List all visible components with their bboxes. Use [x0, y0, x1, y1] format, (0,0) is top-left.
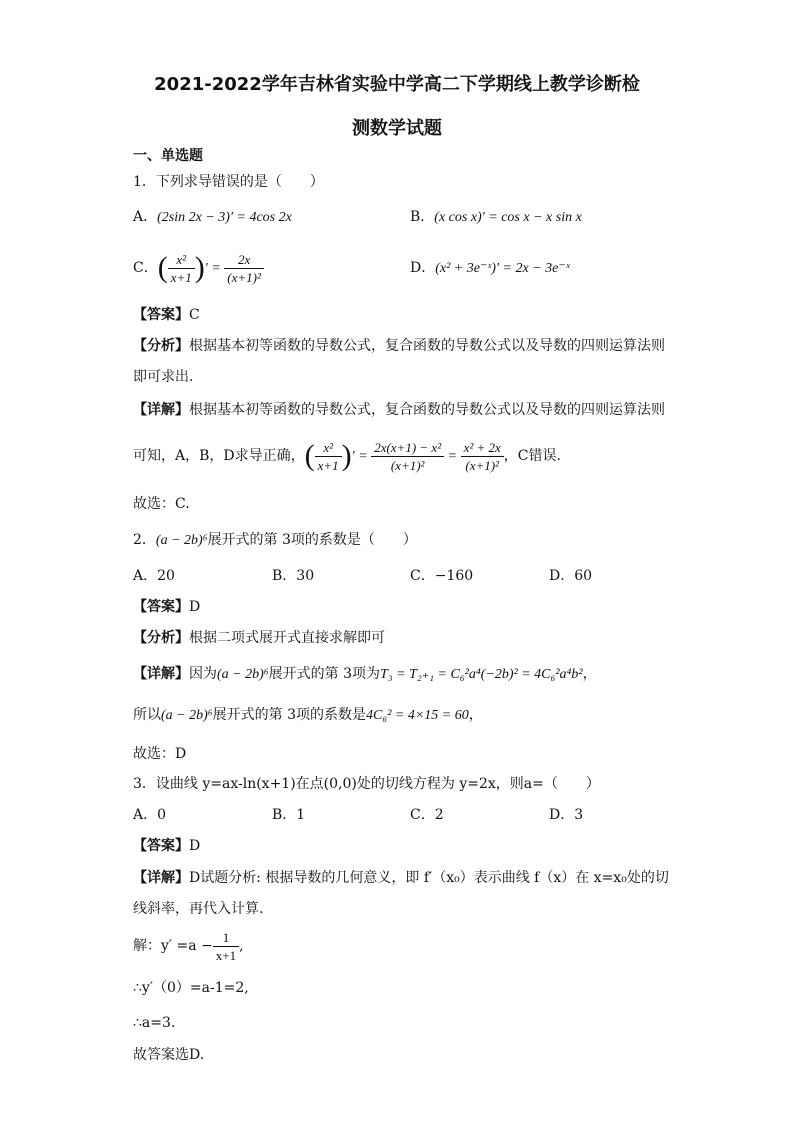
- q1-detail: [133, 400, 665, 420]
- answer-value: D: [189, 838, 201, 854]
- fraction-numerator: 2x(x+1) − x²: [371, 439, 444, 457]
- stem-math: (a − 2b)⁶: [155, 533, 208, 548]
- fraction-numerator: 2x: [224, 251, 264, 269]
- q3-stem: 3．设曲线 y=ax-ln(x+1)在点(0,0)处的切线方程为 y=2x，则a=（ ）: [133, 776, 600, 792]
- answer-value: C: [189, 307, 200, 323]
- detail-text: D试题分析: 根据导数的几何意义，即 f′（x₀）表示曲线 f（x）在 x=x₀处的切: [189, 870, 669, 886]
- q3-option-d: D．3: [549, 807, 584, 823]
- q1-conclusion: 故选：C.: [133, 496, 190, 512]
- detail-math: (a − 2b)⁶: [161, 708, 213, 723]
- analysis-tag: 【分析】: [133, 630, 189, 646]
- q2-stem: [133, 530, 417, 551]
- option-label: D．: [410, 260, 436, 276]
- solution-text: 解：y′ =a −: [133, 938, 213, 954]
- q1-option-d: [410, 258, 570, 279]
- fraction-numerator: 1: [213, 929, 239, 947]
- exam-title-line1: 2021-2022学年吉林省实验中学高二下学期线上教学诊断检: [154, 74, 640, 95]
- q3-detail-cont: 线斜率，再代入计算.: [133, 901, 264, 917]
- detail-math: 4C₆² = 4×15 = 60: [366, 708, 469, 723]
- q3-step2: ∴a=3.: [133, 1015, 176, 1031]
- q3-step1: ∴y′（0）=a-1=2,: [133, 980, 249, 996]
- answer-tag: 【答案】: [133, 307, 189, 323]
- q1-option-a-math: (2sin 2x − 3)′ = 4cos 2x: [157, 210, 292, 225]
- fraction-numerator: x² + 2x: [461, 439, 504, 457]
- q1-option-a: [133, 207, 292, 228]
- option-label: C．: [133, 260, 158, 276]
- detail-text: ，C错误.: [503, 448, 561, 464]
- analysis-tag: 【分析】: [133, 338, 189, 354]
- q2-option-c: C．−160: [410, 568, 474, 584]
- q2-answer: [133, 597, 200, 617]
- detail-text: 因为: [189, 666, 217, 682]
- exam-title-line2: 测数学试题: [352, 118, 442, 139]
- detail-text: 所以: [133, 707, 161, 723]
- detail-math: T₃ = T₂₊₁ = C₆²a⁴(−2b)² = 4C₆²a⁴b²: [380, 667, 583, 682]
- q2-detail: [133, 664, 597, 685]
- q1-analysis: [133, 336, 665, 356]
- q2-detail-cont: [133, 705, 483, 726]
- q1-stem: 1．下列求导错误的是（ ）: [133, 174, 324, 190]
- solution-text: ,: [239, 938, 244, 954]
- q3-conclusion: 故答案选D.: [133, 1047, 205, 1063]
- fraction-numerator: x²: [168, 251, 195, 269]
- q2-analysis: [133, 628, 385, 648]
- q1-detail-formula: 可知，A，B，D求导正确，( $\frac{\text{x²}}{x+1}$ )′ = $\frac{\text{2x(x+1) − x²}}{\text{(x+1)²}}$ = $\frac{\text{x² + 2x}}{\text{(x+1)²}}$ ，C错误.: [133, 439, 561, 473]
- q2-option-b: B．30: [272, 568, 315, 584]
- q1-answer: [133, 305, 200, 325]
- q3-option-c: C．2: [410, 807, 444, 823]
- q1-c-result-fraction: [224, 251, 264, 286]
- stem-number: 2．: [133, 532, 156, 548]
- analysis-text: 根据二项式展开式直接求解即可: [189, 630, 385, 646]
- detail-tag: 【详解】: [133, 870, 189, 886]
- option-label: B．: [410, 209, 435, 225]
- fraction-denominator: (x+1)²: [465, 457, 499, 473]
- detail-tag: 【详解】: [133, 666, 189, 682]
- fraction-denominator: (x+1)²: [390, 457, 425, 473]
- answer-tag: 【答案】: [133, 838, 189, 854]
- solution-fraction: [213, 929, 239, 964]
- q3-answer: [133, 836, 200, 856]
- answer-value: D: [189, 599, 201, 615]
- q1-option-b: [410, 207, 582, 228]
- detail-text: 展开式的第 3项的系数是: [212, 707, 366, 723]
- q3-detail: [133, 868, 669, 888]
- q1-c-fraction: [168, 251, 195, 286]
- section-heading: 一、单选题: [133, 148, 203, 164]
- fraction-denominator: x+1: [317, 457, 339, 473]
- q2-conclusion: 故选：D: [133, 746, 187, 762]
- stem-text: 展开式的第 3项的系数是（ ）: [207, 532, 417, 548]
- detail-fraction-2: [371, 439, 444, 474]
- fraction-denominator: (x+1)²: [227, 269, 261, 285]
- option-label: A．: [133, 209, 158, 225]
- q1-option-d-math: (x² + 3e⁻ˣ)′ = 2x − 3e⁻ˣ: [435, 261, 570, 276]
- q3-solution: [133, 926, 244, 966]
- detail-text: 展开式的第 3项为: [268, 666, 380, 682]
- detail-fraction-1: [315, 439, 342, 474]
- q2-option-a: A．20: [133, 568, 175, 584]
- detail-text: ，: [468, 707, 483, 723]
- q1-analysis-cont: 即可求出.: [133, 369, 194, 385]
- detail-fraction-3: [461, 439, 504, 474]
- analysis-text: 根据基本初等函数的导数公式，复合函数的导数公式以及导数的四则运算法则: [189, 338, 665, 354]
- q1-option-c: C．( $\frac{\text{x²}}{x+1}$ )′ = $\frac{2x}{\text{(x+1)²}}$: [133, 248, 264, 289]
- detail-text: 可知，A，B，D求导正确，: [133, 448, 305, 464]
- detail-text: 根据基本初等函数的导数公式，复合函数的导数公式以及导数的四则运算法则: [189, 402, 665, 418]
- q1-option-b-math: (x cos x)′ = cos x − x sin x: [434, 210, 582, 225]
- q3-option-b: B．1: [272, 807, 306, 823]
- fraction-numerator: x²: [315, 439, 342, 457]
- q2-option-d: D．60: [549, 568, 593, 584]
- q3-option-a: A．0: [133, 807, 167, 823]
- answer-tag: 【答案】: [133, 599, 189, 615]
- fraction-denominator: x+1: [170, 269, 192, 285]
- fraction-denominator: x+1: [215, 947, 237, 963]
- detail-math: (a − 2b)⁶: [217, 667, 269, 682]
- detail-text: ，: [582, 666, 597, 682]
- detail-tag: 【详解】: [133, 402, 189, 418]
